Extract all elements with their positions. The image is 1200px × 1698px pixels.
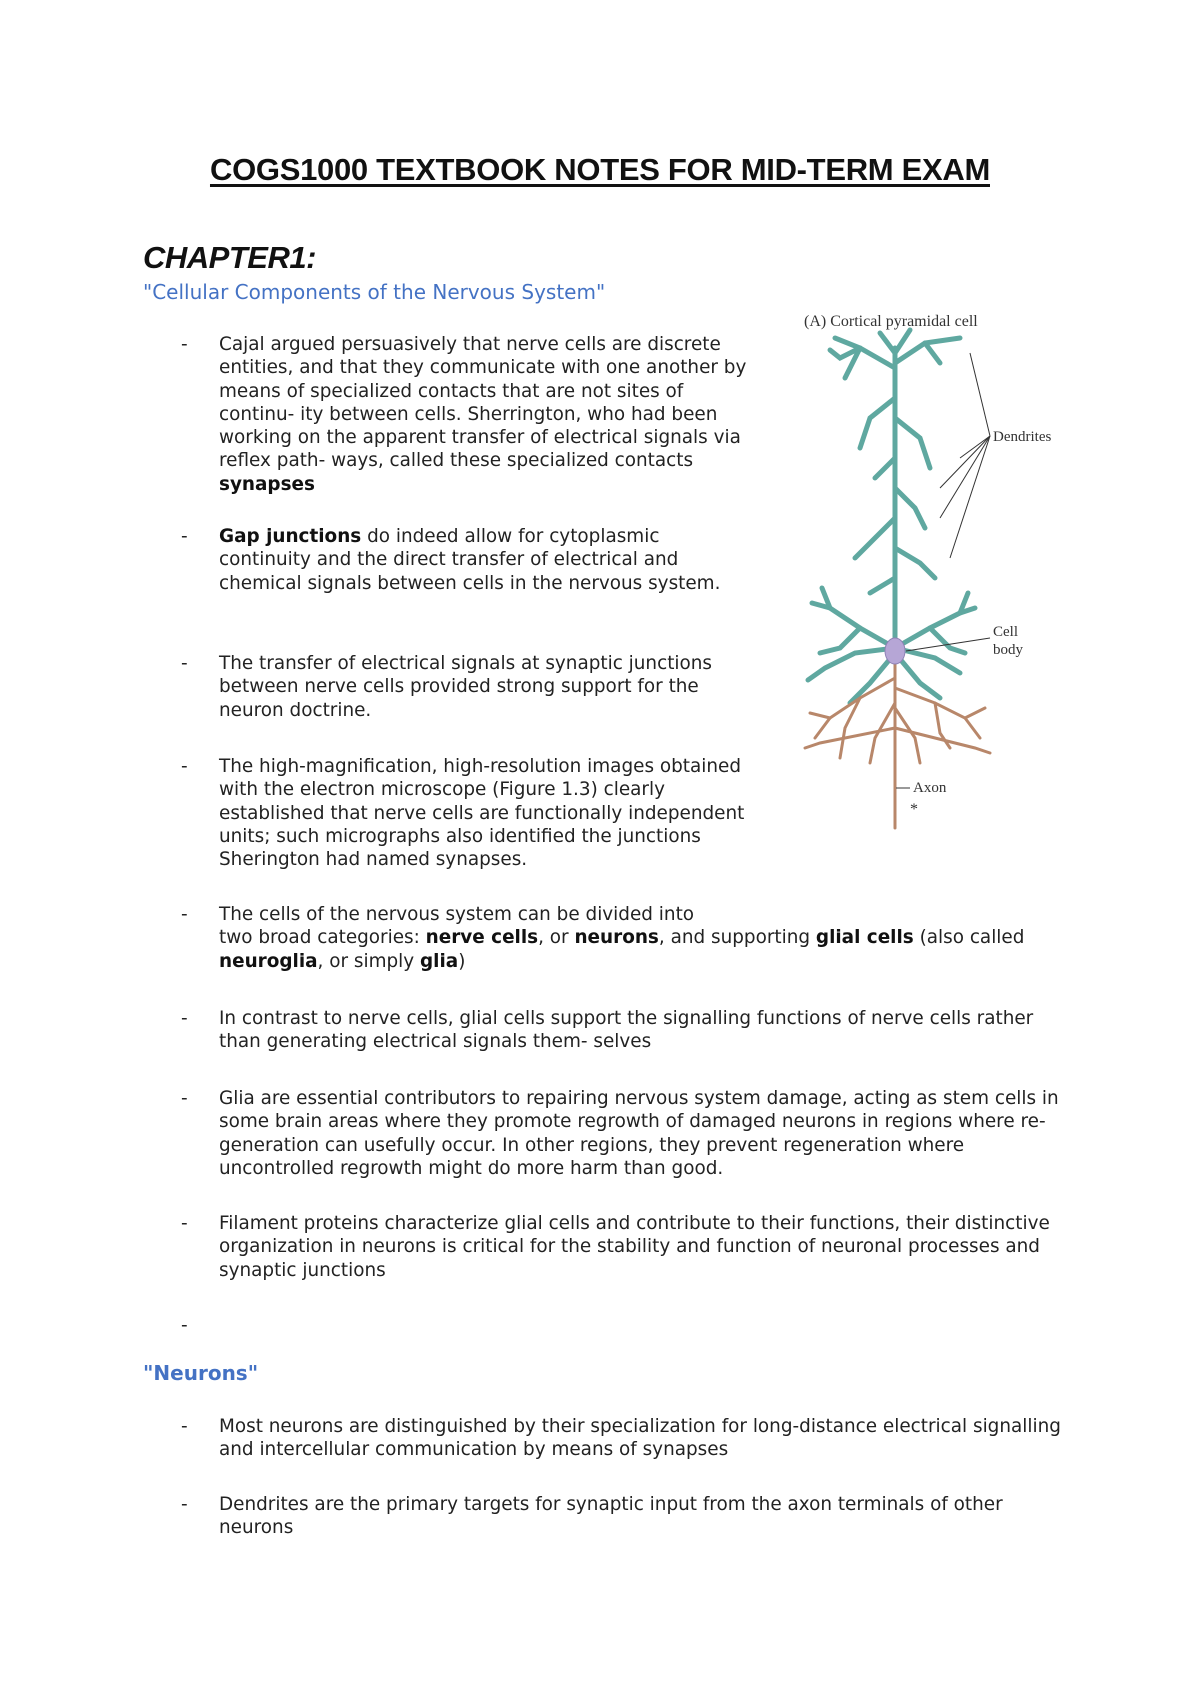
bullet-dendrites — [181, 1493, 1061, 1540]
label-pointers — [896, 353, 990, 788]
keyword-gap-junctions: Gap junctions — [219, 526, 362, 547]
bullet-dash: - — [181, 653, 188, 674]
bullet-electron-microscope — [181, 755, 751, 871]
bullet-dash: - — [181, 1416, 188, 1437]
bullet-dash: - — [181, 1213, 188, 1234]
cell-body-soma — [885, 638, 905, 664]
figure-caption: (A) Cortical pyramidal cell — [804, 313, 978, 330]
bullet-text: Filament proteins characterize glial cells and contribute to their functions, their distinctive organization in neurons is critical for the stability and function of neuronal processes and synaptic junctions — [219, 1213, 1050, 1281]
bullet-cajal — [181, 333, 761, 496]
asterisk-marker: * — [910, 801, 918, 818]
keyword-glia: glia — [420, 950, 459, 972]
document-title: COGS1000 TEXTBOOK NOTES FOR MID-TERM EXAM — [209, 152, 990, 187]
bullet-text: In contrast to nerve cells, glial cells support the signalling functions of nerve cells rather than generating electrical signals them- selves — [219, 1008, 1034, 1053]
bullet-text: do indeed allow for cytoplasmic continuity and the direct transfer of electrical and chemical signals between cells in the nervous system. — [219, 526, 721, 594]
section-heading-cellular-components: "Cellular Components of the Nervous System" — [143, 280, 606, 304]
bullet-text: ) — [458, 950, 466, 972]
body-label: body — [993, 642, 1023, 658]
keyword-glial-cells: glial cells — [815, 927, 914, 949]
bullet-text: Most neurons are distinguished by their specialization for long-distance electrical signalling and intercellular communication by means of synapses — [219, 1416, 1061, 1461]
section-heading-neurons: "Neurons" — [143, 1361, 259, 1385]
cell-label: Cell — [993, 624, 1018, 640]
bullet-dash: - — [181, 526, 188, 547]
keyword-synapses: synapses — [219, 473, 315, 495]
bullet-dash: - — [181, 1315, 188, 1336]
bullet-text: , or simply — [317, 950, 421, 972]
dendrites-label: Dendrites — [993, 429, 1052, 445]
bullet-text: Cajal argued persuasively that nerve cells are discrete entities, and that they communicate with one another by means of specialized contacts that are not sites of continu- ity between cells. Sherrington, who had been working on the apparent transfer of electrical signals via reflex path- ways, called these specialized contacts — [219, 334, 747, 472]
bullet-dash: - — [181, 334, 188, 355]
bullet-dash: - — [181, 1008, 188, 1029]
bullet-text: Dendrites are the primary targets for synaptic input from the axon terminals of other neurons — [219, 1494, 1003, 1539]
keyword-nerve-cells: nerve cells — [425, 927, 539, 949]
bullet-text: The transfer of electrical signals at synaptic junctions between nerve cells provided strong support for the neuron doctrine. — [219, 653, 713, 721]
bullet-dash: - — [181, 1088, 188, 1109]
bullet-neuron-specialization — [181, 1415, 1061, 1462]
bullet-glial-support — [181, 1007, 1061, 1054]
bullet-text: Glia are essential contributors to repairing nervous system damage, acting as stem cells in some brain areas where they promote regrowth of damaged neurons in regions where re- generation can usefully occur. In other regions, they prevent regeneration where uncontrolled regrowth might do more harm than good. — [219, 1088, 1059, 1179]
bullet-cell-categories — [181, 903, 1081, 973]
axon-tree — [805, 658, 990, 828]
bullet-text: two broad categories: — [219, 927, 426, 949]
bullet-filament-proteins — [181, 1212, 1061, 1282]
chapter-heading: CHAPTER1: — [143, 240, 316, 275]
pyramidal-cell-figure — [800, 308, 1070, 868]
pyramidal-cell-illustration — [800, 308, 1070, 868]
bullet-text: , and supporting — [658, 927, 816, 949]
bullet-synaptic-transfer — [181, 652, 761, 722]
keyword-neuroglia: neuroglia — [219, 950, 318, 972]
bullet-dash: - — [181, 1494, 188, 1515]
bullet-gap-junctions — [181, 525, 721, 595]
bullet-dash: - — [181, 756, 188, 777]
bullet-text: (also called — [913, 927, 1025, 949]
bullet-glia-repair — [181, 1087, 1061, 1180]
bullet-text: The cells of the nervous system can be divided into — [219, 904, 695, 925]
keyword-neurons: neurons — [574, 927, 659, 949]
bullet-text: The high-magnification, high-resolution images obtained with the electron microscope (Figure 1.3) clearly established that nerve cells are functionally independent units; such micrographs also identified the junctions Sherington had named synapses. — [219, 756, 745, 871]
bullet-dash: - — [181, 904, 188, 925]
axon-label: Axon — [913, 780, 947, 796]
bullet-text: , or — [538, 927, 575, 949]
